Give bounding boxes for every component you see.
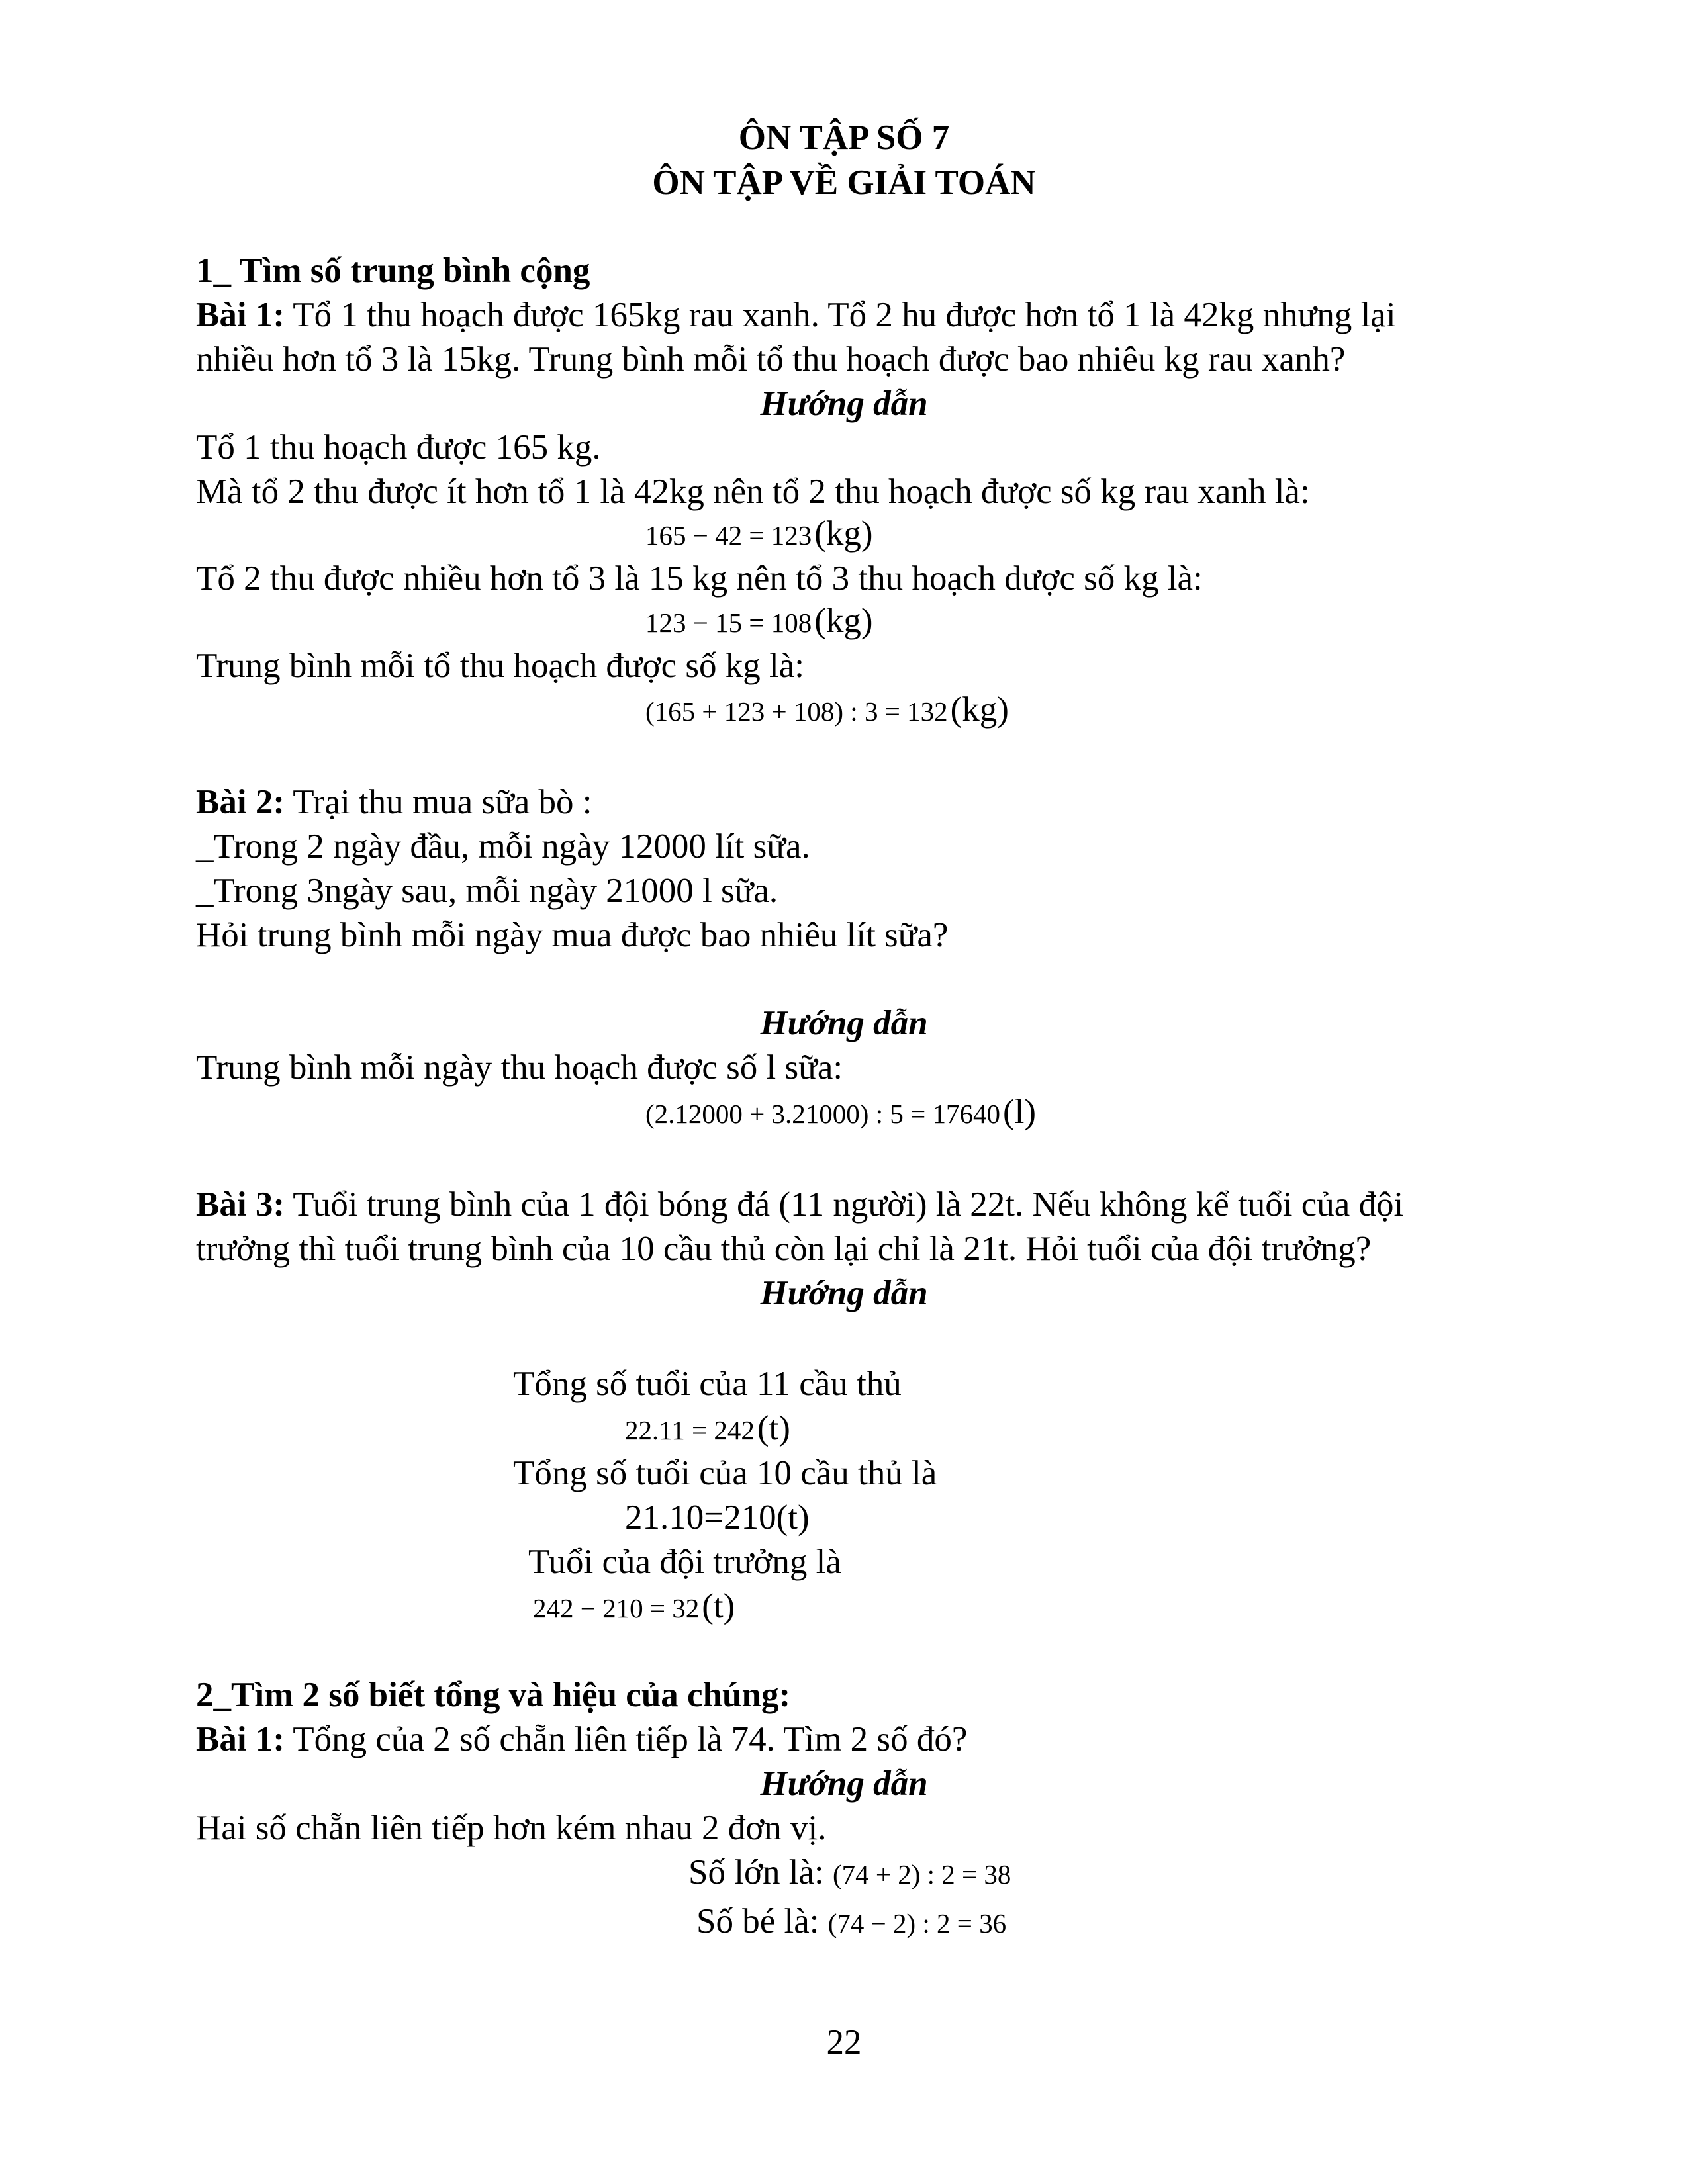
- s1-bai2-guide: Hướng dẫn: [760, 1004, 928, 1042]
- s2-bai1-sol1: Hai số chẵn liên tiếp hơn kém nhau 2 đơn vị.: [196, 1809, 827, 1847]
- s1-bai3-label: Bài 3:: [196, 1185, 285, 1224]
- s1-bai1-line1: [196, 298, 1396, 333]
- s1-bai3-sol3: Tuổi của đội trưởng là: [528, 1543, 841, 1581]
- s1-bai1-label: Bài 1:: [196, 296, 285, 334]
- s2-bai1-label: Bài 1:: [196, 1720, 285, 1758]
- page-number: 22: [826, 2023, 862, 2062]
- page-title: ÔN TẬP SỐ 7: [738, 118, 950, 157]
- s1-bai1-eq3-unit: (kg): [950, 690, 1009, 729]
- s1-bai3-eq3-expr: 242 − 210 = 32: [533, 1593, 700, 1623]
- s1-bai1-eq2-unit: (kg): [814, 602, 873, 640]
- s2-bai1-sol3-label: Số bé là:: [696, 1902, 828, 1940]
- s2-bai1-guide: Hướng dẫn: [760, 1764, 928, 1803]
- s1-bai1-eq3-expr: (165 + 123 + 108) : 3 = 132: [645, 696, 948, 727]
- s1-bai3-eq2: 21.10=210(t): [625, 1498, 810, 1537]
- s1-bai2-line1: [196, 785, 592, 820]
- s2-bai1-sol2-label: Số lớn là:: [688, 1853, 833, 1891]
- s2-bai1-sol2: [688, 1855, 1011, 1890]
- s1-bai2-eq1-expr: (2.12000 + 3.21000) : 5 = 17640: [645, 1099, 1000, 1129]
- page-subtitle: ÔN TẬP VỀ GIẢI TOÁN: [652, 163, 1036, 202]
- s1-bai2-line2: _Trong 2 ngày đầu, mỗi ngày 12000 lít sữa.: [196, 827, 810, 866]
- s1-bai1-eq2-expr: 123 − 15 = 108: [645, 608, 812, 638]
- section-1-heading: 1_ Tìm số trung bình cộng: [196, 251, 590, 290]
- s1-bai1-eq1-unit: (kg): [814, 514, 873, 553]
- s2-bai1-sol2-eq: (74 + 2) : 2 = 38: [832, 1859, 1011, 1889]
- s1-bai1-eq1-expr: 165 − 42 = 123: [645, 520, 812, 551]
- s1-bai2-line4: Hỏi trung bình mỗi ngày mua được bao nhiêu lít sữa?: [196, 916, 949, 954]
- s1-bai2-eq1-unit: (l): [1002, 1093, 1036, 1131]
- s1-bai3-guide: Hướng dẫn: [760, 1274, 928, 1312]
- s1-bai2-eq1: [645, 1095, 1036, 1130]
- s1-bai2-line3: _Trong 3ngày sau, mỗi ngày 21000 l sữa.: [196, 872, 778, 910]
- s1-bai2-text1: Trại thu mua sữa bò :: [284, 783, 592, 821]
- s1-bai3-eq1-unit: (t): [757, 1409, 790, 1447]
- s1-bai1-eq3: [645, 692, 1009, 727]
- s1-bai3-eq1: [625, 1411, 790, 1446]
- s2-bai1-sol3: [696, 1904, 1006, 1939]
- s1-bai1-sol4: Trung bình mỗi tổ thu hoạch được số kg là:: [196, 647, 804, 685]
- s2-bai1-sol3-eq: (74 − 2) : 2 = 36: [827, 1908, 1007, 1938]
- s1-bai3-eq1-expr: 22.11 = 242: [625, 1415, 755, 1445]
- s1-bai3-text1: Tuổi trung bình của 1 đội bóng đá (11 người) là 22t. Nếu không kể tuổi của đội: [284, 1185, 1404, 1224]
- s1-bai3-eq3: [533, 1589, 735, 1624]
- s1-bai1-guide: Hướng dẫn: [760, 385, 928, 423]
- s1-bai1-sol3: Tổ 2 thu được nhiều hơn tổ 3 là 15 kg nên tổ 3 thu hoạch dược số kg là:: [196, 559, 1203, 598]
- s1-bai2-label: Bài 2:: [196, 783, 285, 821]
- s1-bai3-line2: trưởng thì tuổi trung bình của 10 cầu thủ còn lại chỉ là 21t. Hỏi tuổi của đội trưởng?: [196, 1230, 1372, 1268]
- s1-bai1-sol2: Mà tổ 2 thu được ít hơn tổ 1 là 42kg nên tổ 2 thu hoạch được số kg rau xanh là:: [196, 473, 1310, 511]
- s1-bai1-sol1: Tổ 1 thu hoạch được 165 kg.: [196, 428, 601, 467]
- s1-bai1-text1: Tổ 1 thu hoạch được 165kg rau xanh. Tổ 2 hu được hơn tổ 1 là 42kg nhưng lại: [284, 296, 1396, 334]
- s1-bai3-eq3-unit: (t): [702, 1587, 735, 1625]
- section-2-heading: 2_Tìm 2 số biết tổng và hiệu của chúng:: [196, 1676, 791, 1714]
- s1-bai2-sol1: Trung bình mỗi ngày thu hoạch được số l sữa:: [196, 1048, 843, 1087]
- s2-bai1-line1: [196, 1722, 967, 1757]
- s1-bai1-eq2: [645, 604, 873, 639]
- s1-bai3-sol1: Tổng số tuổi của 11 cầu thủ: [513, 1365, 902, 1403]
- s1-bai1-eq1: [645, 516, 873, 551]
- s1-bai1-line2: nhiều hơn tổ 3 là 15kg. Trung bình mỗi tổ thu hoạch được bao nhiêu kg rau xanh?: [196, 340, 1346, 379]
- s1-bai3-line1: [196, 1187, 1403, 1222]
- s2-bai1-text1: Tổng của 2 số chẵn liên tiếp là 74. Tìm 2 số đó?: [284, 1720, 968, 1758]
- s1-bai3-sol2: Tổng số tuổi của 10 cầu thủ là: [513, 1454, 937, 1492]
